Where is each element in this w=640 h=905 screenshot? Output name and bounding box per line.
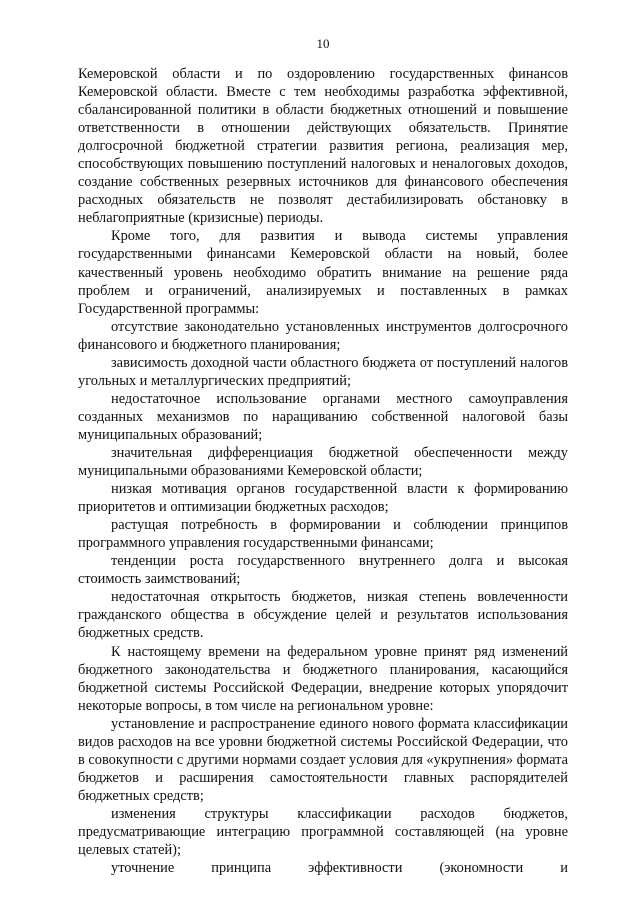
document-page: [78, 36, 568, 877]
paragraph-intro-continuation: Кемеровской области и по оздоровлению государственных финансов Кемеровской области. Вместе с тем необходимы разработка эффективной, сбалансированной политики в области бюджетных отношений и повышение ответственности в отношении действующих обязательств. Принятие долгосрочной бюджетной стратегии развития региона, реализация мер, способствующих повышению поступлений налоговых и неналоговых доходов, создание собственных резервных источников для финансового обеспечения расходных обязательств не позволят дестабилизировать обстановку в неблагоприятные (кризисные) периоды.: [78, 66, 568, 227]
list-item-problem: зависимость доходной части областного бюджета от поступлений налогов угольных и металлургических предприятий;: [78, 354, 568, 389]
list-item-change: уточнение принципа эффективности (экономности и: [111, 860, 568, 877]
list-item-problem: растущая потребность в формировании и соблюдении принципов программного управления государственными финансами;: [78, 517, 568, 552]
list-item-problem: отсутствие законодательно установленных инструментов долгосрочного финансового и бюджетного планирования;: [78, 318, 568, 353]
list-item-change: установление и распространение единого нового формата классификации видов расходов на все уровни бюджетной системы Российской Федерации, что в совокупности с другими нормами создает условия для «укрупнения» формата бюджетов и расширения самостоятельности главных распорядителей бюджетных средств;: [78, 715, 568, 804]
list-item-change: изменения структуры классификации расходов бюджетов, предусматривающие интеграцию программной составляющей (на уровне целевых статей);: [78, 805, 568, 859]
list-item-problem: низкая мотивация органов государственной власти к формированию приоритетов и оптимизации бюджетных расходов;: [78, 481, 568, 516]
list-item-problem: значительная дифференциация бюджетной обеспеченности между муниципальными образованиями Кемеровской области;: [78, 444, 568, 480]
list-item-problem: недостаточное использование органами местного самоуправления созданных механизмов по наращиванию собственной налоговой базы муниципальных образований;: [78, 390, 568, 443]
paragraph-federal-changes: К настоящему времени на федеральном уровне принят ряд изменений бюджетного законодательства и бюджетного планирования, касающийся бюджетной системы Российской Федерации, внедрение которых упорядочит некоторые вопросы, в том числе на региональном уровне:: [78, 643, 568, 714]
list-item-problem: недостаточная открытость бюджетов, низкая степень вовлеченности гражданского общества в обсуждение целей и результатов использования бюджетных средств.: [78, 589, 568, 642]
paragraph-problems-intro: Кроме того, для развития и вывода системы управления государственными финансами Кемеровской области на новый, более качественный уровень необходимо обратить внимание на решение ряда проблем и ограничений, анализируемых и поставленных в рамках Государственной программы:: [78, 228, 568, 317]
list-item-problem: тенденции роста государственного внутреннего долга и высокая стоимость заимствований;: [78, 553, 568, 588]
page-number: 10: [316, 36, 330, 51]
